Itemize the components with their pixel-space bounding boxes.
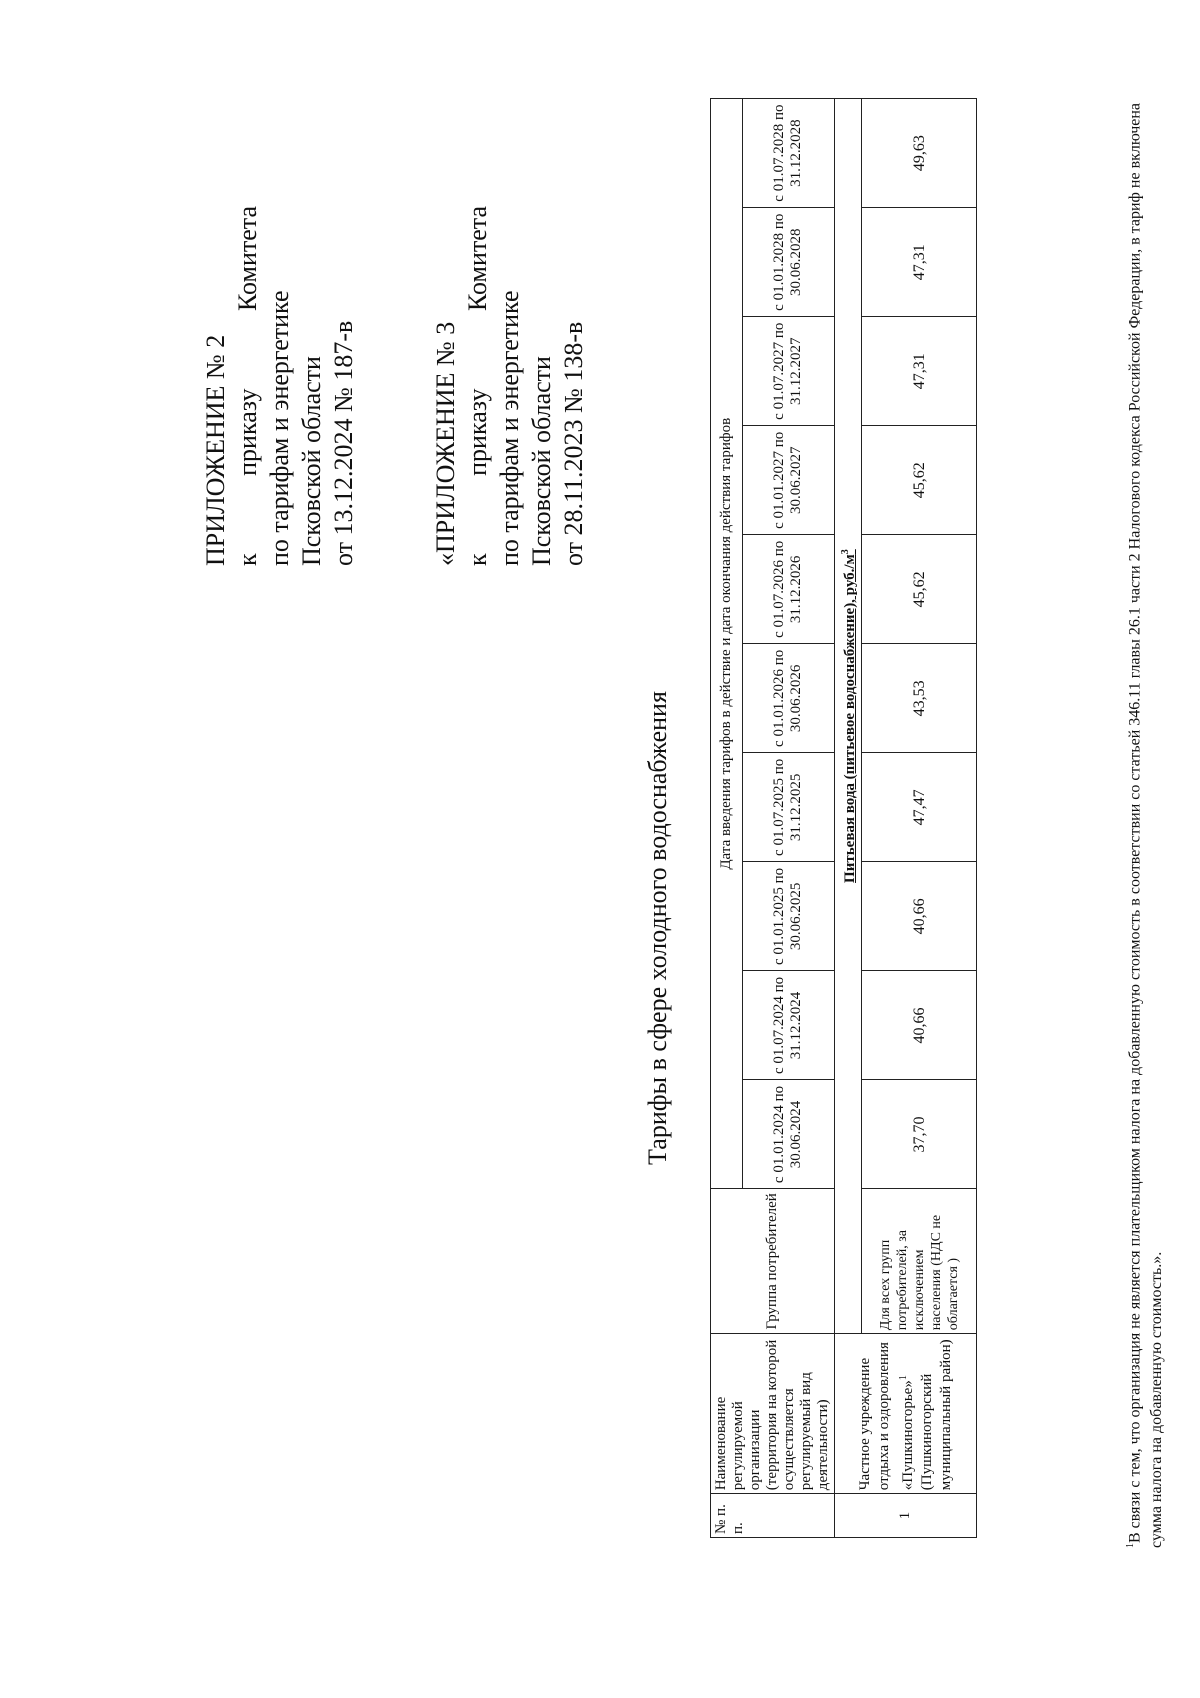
organization-name: Частное учреждение отдыха и оздоровления «Пушкиногорье» <box>856 1342 916 1491</box>
appendix-3-line-3: по тарифам и энергетике <box>495 290 524 566</box>
footnote <box>1120 88 1168 1548</box>
section-unit-sup: 3 <box>840 549 851 555</box>
period-header-cell: с 01.01.2028 по 30.06.2028 <box>742 208 835 317</box>
document-title: Тарифы в сфере холодного водоснабжения <box>643 691 672 1165</box>
period-header-cell: с 01.01.2027 по 30.06.2027 <box>742 426 835 535</box>
tariff-value: 40,66 <box>862 862 977 971</box>
appendix-3-prikaz: приказу <box>463 388 492 476</box>
organization-footnote-mark: 1 <box>897 1375 909 1381</box>
row-number: 1 <box>835 1494 977 1538</box>
appendix-2-line-4: Псковской области <box>297 356 326 566</box>
footnote-text: В связи с тем, что организация не является плательщиком налога на добавленную стоимость в соответствии со статьей 346.11 главы 26.1 части 2 Налогового кодекса Российской Федерации, в тариф не включена сумма налога на добавленную стоимость.». <box>1126 102 1166 1548</box>
tariff-table <box>710 98 977 1538</box>
tariff-value: 45,62 <box>862 426 977 535</box>
appendix-2-header <box>200 206 360 566</box>
table-row <box>835 99 862 1538</box>
period-header-cell: с 01.07.2027 по 31.12.2027 <box>742 317 835 426</box>
appendix-2-committee: Комитета <box>233 206 262 312</box>
header-number: № п. п. <box>711 1494 835 1538</box>
period-header-cell: с 01.01.2025 по 30.06.2025 <box>742 862 835 971</box>
tariff-value: 43,53 <box>862 644 977 753</box>
appendix-3-line-2 <box>462 206 494 566</box>
period-header-cell: с 01.07.2026 по 31.12.2026 <box>742 535 835 644</box>
period-header-cell: с 01.07.2028 по 31.12.2028 <box>742 99 835 208</box>
appendix-3-line-5: от 28.11.2023 № 138-в <box>559 321 588 566</box>
appendix-3-committee: Комитета <box>463 206 492 312</box>
appendix-2-line-2 <box>232 206 264 566</box>
appendix-3-header <box>430 206 590 566</box>
consumer-group-cell: Для всех групп потребителей, за исключением населения (НДС не облагается ) <box>862 1189 977 1334</box>
organization-cell <box>835 1334 977 1494</box>
organization-area: (Пушкиногорский муниципальный район) <box>918 1339 954 1491</box>
appendix-2-line-5: от 13.12.2024 № 187-в <box>329 320 358 566</box>
tariff-value: 37,70 <box>862 1080 977 1189</box>
section-header <box>835 99 862 1334</box>
appendix-2-line-3: по тарифам и энергетике <box>265 290 294 566</box>
tariff-value: 40,66 <box>862 971 977 1080</box>
header-period-group: Дата введения тарифов в действие и дата окончания действия тарифов <box>711 99 743 1189</box>
appendix-2-prikaz: приказу <box>233 388 262 476</box>
section-label: Питьевая вода (питьевое водоснабжение), руб./м <box>842 554 858 883</box>
tariff-value: 47,31 <box>862 317 977 426</box>
appendix-2-title: ПРИЛОЖЕНИЕ № 2 <box>201 334 230 566</box>
header-organization: Наименование регулируемой организации (территория на которой осуществляется регулируемый вид деятельности) <box>711 1334 835 1494</box>
appendix-3-line-4: Псковской области <box>527 356 556 566</box>
period-header-cell: с 01.01.2024 по 30.06.2024 <box>742 1080 835 1189</box>
appendix-3-k: к <box>463 553 492 566</box>
footnote-mark: 1 <box>1125 1543 1136 1548</box>
period-header-cell: с 01.01.2026 по 30.06.2026 <box>742 644 835 753</box>
appendix-2-k: к <box>233 553 262 566</box>
tariff-value: 45,62 <box>862 535 977 644</box>
period-header-cell: с 01.07.2025 по 31.12.2025 <box>742 753 835 862</box>
tariff-value: 49,63 <box>862 99 977 208</box>
header-consumer-group: Группа потребителей <box>711 1189 835 1334</box>
table-header-row <box>711 99 743 1538</box>
appendix-3-title: «ПРИЛОЖЕНИЕ № 3 <box>431 321 460 566</box>
table-row <box>862 99 977 1538</box>
tariff-value: 47,47 <box>862 753 977 862</box>
period-header-cell: с 01.07.2024 по 31.12.2024 <box>742 971 835 1080</box>
tariff-value: 47,31 <box>862 208 977 317</box>
